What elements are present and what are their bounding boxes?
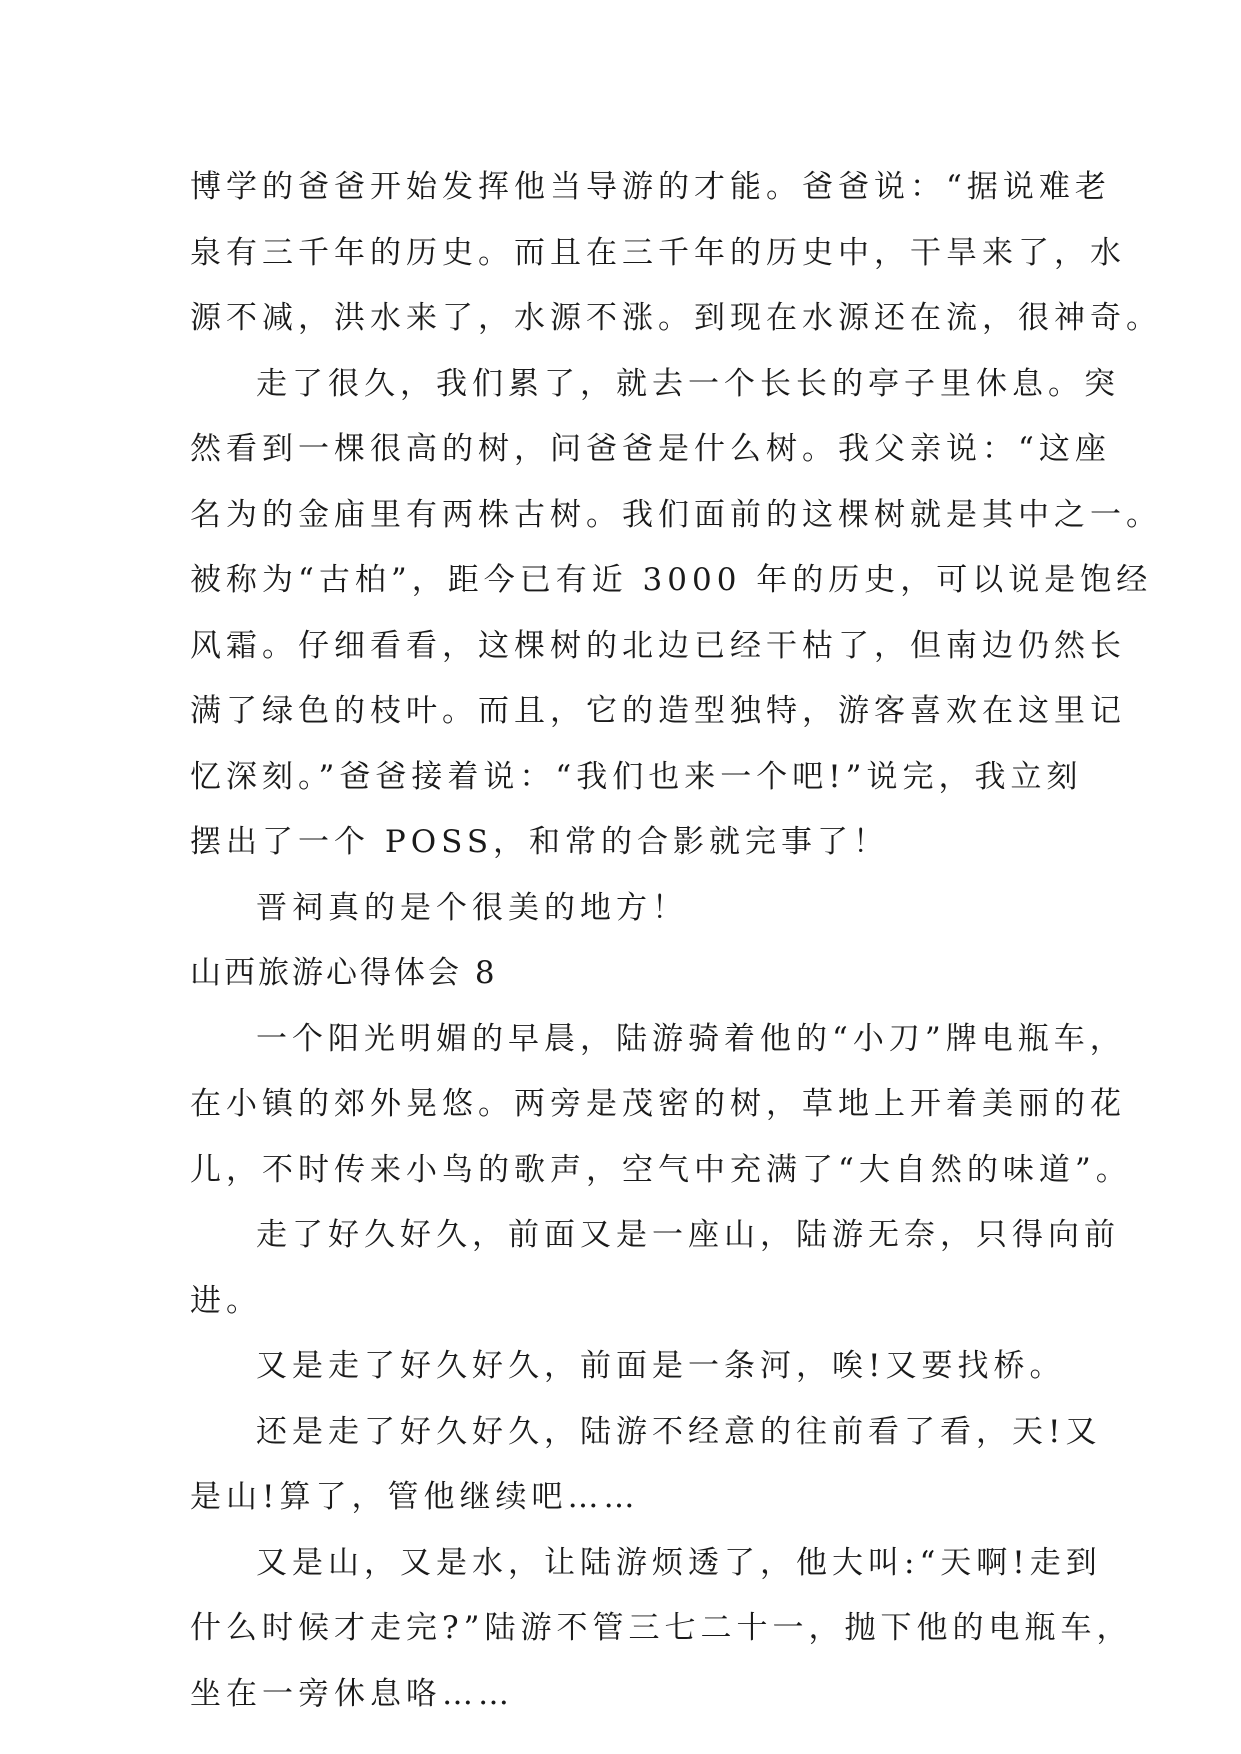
text-line: 源不减，洪水来了，水源不涨。到现在水源还在流，很神奇。 <box>190 300 1162 336</box>
text-line: 走了很久，我们累了，就去一个长长的亭子里休息。突 <box>256 365 1120 402</box>
text-line: 晋祠真的是个很美的地方！ <box>256 889 688 926</box>
text-line: 摆出了一个 POSS，和常的合影就完事了！ <box>190 824 890 860</box>
text-line: 名为的金庙里有两株古树。我们面前的这棵树就是其中之一。 <box>190 496 1162 533</box>
text-line: 忆深刻。”爸爸接着说：“我们也来一个吧!”说完，我立刻 <box>190 758 1083 795</box>
text-line: 进。 <box>190 1282 262 1319</box>
text-line: 泉有三千年的历史。而且在三千年的历史中，干旱来了，水 <box>190 234 1126 271</box>
section-heading: 山西旅游心得体会 8 <box>190 955 498 991</box>
text-line: 一个阳光明媚的早晨，陆游骑着他的“小刀”牌电瓶车， <box>256 1020 1126 1057</box>
text-line: 满了绿色的枝叶。而且，它的造型独特，游客喜欢在这里记 <box>190 693 1126 729</box>
text-line: 儿，不时传来小鸟的歌声，空气中充满了“大自然的味道”。 <box>190 1151 1132 1188</box>
text-line: 风霜。仔细看看，这棵树的北边已经干枯了，但南边仍然长 <box>190 627 1126 664</box>
text-line: 在小镇的郊外晃悠。两旁是茂密的树，草地上开着美丽的花 <box>190 1086 1126 1122</box>
text-line: 还是走了好久好久，陆游不经意的往前看了看，天!又 <box>256 1413 1102 1450</box>
text-line: 坐在一旁休息咯…… <box>190 1675 514 1712</box>
text-line: 博学的爸爸开始发挥他当导游的才能。爸爸说：“据说难老 <box>190 169 1111 205</box>
document-page <box>190 155 1162 1727</box>
text-line: 又是走了好久好久，前面是一条河，唉!又要找桥。 <box>256 1348 1066 1384</box>
text-line: 又是山，又是水，让陆游烦透了，他大叫:“天啊!走到 <box>256 1544 1102 1581</box>
text-line: 被称为“古柏”，距今已有近 3000 年的历史，可以说是饱经 <box>190 562 1153 598</box>
text-line: 走了好久好久，前面又是一座山，陆游无奈，只得向前 <box>256 1217 1120 1253</box>
text-line: 是山!算了，管他继续吧…… <box>190 1479 640 1515</box>
text-line: 然看到一棵很高的树，问爸爸是什么树。我父亲说：“这座 <box>190 431 1111 467</box>
text-line: 什么时候才走完?”陆游不管三七二十一，抛下他的电瓶车， <box>190 1610 1133 1646</box>
